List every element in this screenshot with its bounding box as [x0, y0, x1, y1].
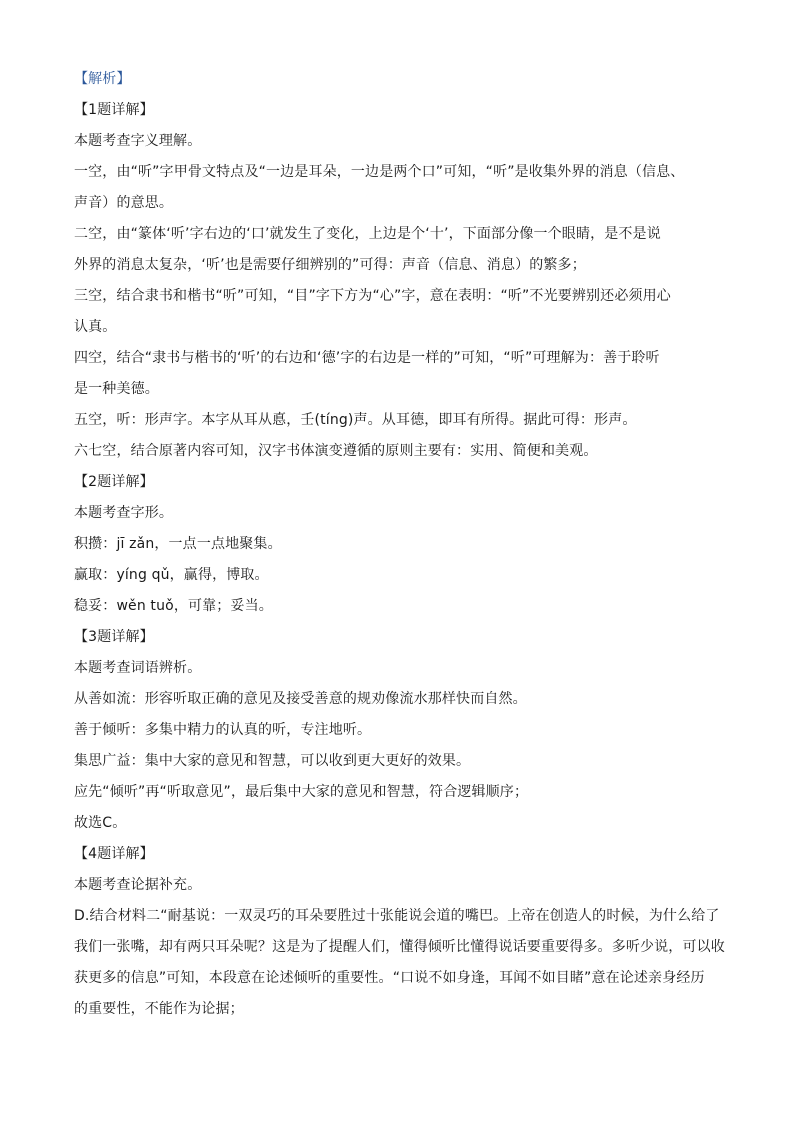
text-line: 六七空，结合原著内容可知，汉字书体演变遵循的原则主要有：实用、简便和美观。: [74, 443, 598, 459]
text-line: 外界的消息太复杂，‘听’也是需要仔细辨别的”可得：声音（信息、消息）的繁多；: [74, 257, 586, 273]
text-line: 应先“倾听”再“听取意见”，最后集中大家的意见和智慧，符合逻辑顺序；: [74, 784, 529, 800]
q4-heading: 【4题详解】: [74, 846, 154, 862]
text-line: 善于倾听：多集中精力的认真的听，专注地听。: [74, 722, 372, 738]
q4-topic: 本题考查论据补充。: [74, 877, 202, 893]
text-line: 一空，由“听”字甲骨文特点及“一边是耳朵，一边是两个口”可知，“听”是收集外界的消息（信息、: [74, 164, 685, 180]
text-line: 集思广益：集中大家的意见和智慧，可以收到更大更好的效果。: [74, 753, 471, 769]
text-line: 积攒：jī zǎn，一点一点地聚集。: [74, 536, 282, 552]
q2-topic: 本题考查字形。: [74, 505, 174, 521]
q1-heading: 【1题详解】: [74, 102, 154, 118]
text-line: 是一种美德。: [74, 381, 159, 397]
text-line: 五空，听：形声字。本字从耳从悳，壬(tíng)声。从耳德，即耳有所得。据此可得：形声。: [74, 412, 637, 428]
q3-topic: 本题考查词语辨析。: [74, 660, 202, 676]
text-line: 我们一张嘴，却有两只耳朵呢？这是为了提醒人们，懂得倾听比懂得说话要重要得多。多听少说，可以收: [74, 939, 725, 955]
text-line: 二空，由“篆体‘听’字右边的‘口’就发生了变化，上边是个‘十’，下面部分像一个眼睛，是不是说: [74, 226, 661, 242]
analysis-heading: 【解析】: [74, 71, 131, 87]
text-line: D.结合材料二“耐基说：一双灵巧的耳朵要胜过十张能说会道的嘴巴。上帝在创造人的时候，为什么给了: [74, 908, 720, 924]
text-line: 三空，结合隶书和楷书“听”可知，“目”字下方为“心”字，意在表明：“听”不光要辨别还必须用心: [74, 288, 671, 304]
text-line: 声音）的意思。: [74, 195, 174, 211]
text-line: 四空，结合“隶书与楷书的‘听’的右边和‘德’字的右边是一样的”可知，“听”可理解为：善于聆听: [74, 350, 660, 366]
q3-heading: 【3题详解】: [74, 629, 154, 645]
text-line: 获更多的信息”可知，本段意在论述倾听的重要性。“口说不如身逢，耳闻不如目睹”意在论述亲身经历: [74, 970, 705, 986]
text-line: 认真。: [74, 319, 117, 335]
text-line: 稳妥：wěn tuǒ，可靠；妥当。: [74, 598, 273, 614]
text-line: 赢取：yíng qǔ，赢得，博取。: [74, 567, 269, 583]
q1-topic: 本题考查字义理解。: [74, 133, 202, 149]
text-line: 从善如流：形容听取正确的意见及接受善意的规劝像流水那样快而自然。: [74, 691, 527, 707]
q2-heading: 【2题详解】: [74, 474, 154, 490]
text-line: 的重要性，不能作为论据；: [74, 1001, 244, 1017]
text-line: 故选C。: [74, 815, 127, 831]
